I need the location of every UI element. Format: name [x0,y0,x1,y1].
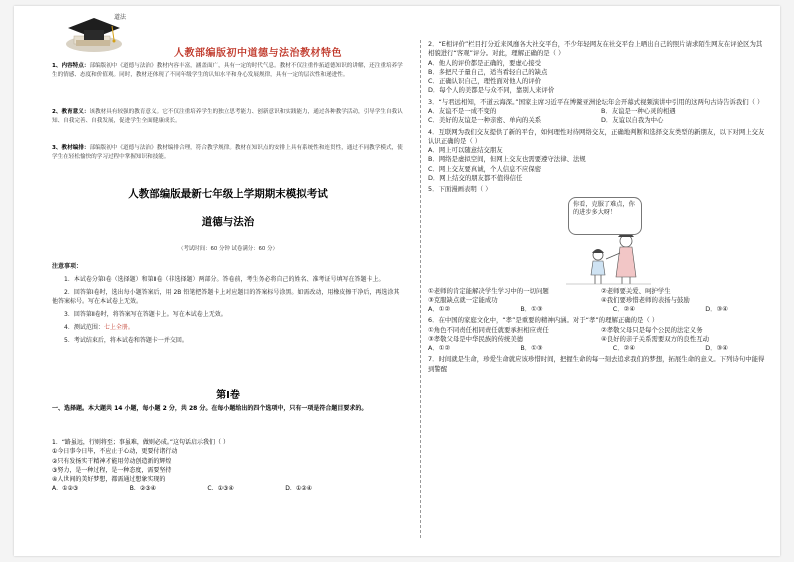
feature-2 [52,108,404,125]
feature-1-text: 部编版初中《道德与法治》教材内容丰富，涵盖面广，具有一定的时代气息。教材不仅注重作拓道德知识的讲解，还注重培养学生的情感、态度和价值观。同时，教材还体现了不同年级学生的认知水平和身心发展规律，具有一定的层次性和递进性。 [52,63,403,78]
q1-item: ③努力，是一种过程，是一种态度，需要坚持 [52,466,172,474]
q2-option: D．每个人的美都是与众不同，靠别人来评价 [428,86,555,95]
q1-choice-c: C．①③④ [207,485,234,493]
question-2 [428,40,768,96]
q6-items [428,326,768,345]
q2-option: A．他人的评价都是正确的，要虚心接受 [428,58,542,67]
right-column [428,40,768,376]
q1-stem: 1．“路虽远，行则将至；事虽难，做则必成。”这句话启示我们（ ） [52,439,229,446]
q3-choice-c: C．美好的友谊是一种亲密、单向的关系 [428,116,542,125]
feature-2-text: 该教材具有较强的教育意义。它不仅注重培养学生的独立思考能力、创新意识和实践能力，通过各种教学活动，引导学生自我认知、自我完善、自我发展，促进学生全面健康成长。 [52,109,403,124]
q1-item: ①今日事今日毕，不应止于心动，更要付诸行动 [52,448,178,456]
q6-item: ④良好的亲子关系需要双方的良性互动 [601,334,709,343]
q1-choices [52,484,312,493]
feature-3-key: 3、教材编排： [52,145,90,151]
q4-option: D．网上结交的朋友都不值得信任 [428,173,523,182]
question-4 [428,128,768,184]
q1-choice-d: D．①②④ [285,485,312,493]
exam-meta: （考试时间：60 分钟 试卷满分：60 分） [178,246,278,252]
feature-3 [52,144,404,161]
note-4 [52,323,404,332]
q1-choice-a: A．①②③ [52,485,79,493]
q6-item: ③孝敬父母是中华民族的传统美德 [428,334,524,343]
feature-1-key: 1、内容特点： [52,63,90,69]
feature-1 [52,62,404,79]
logo-label: 道法 [114,14,127,21]
question-3 [428,98,768,126]
exam-page [14,6,780,556]
column-divider [420,40,421,538]
q1-item: ④人世间的美好梦想，都需通过想象实现的 [52,476,166,484]
q5-items [428,287,768,306]
q3-stem: 3．“与君远相知，不道云海深。”国家主席习近平在博鳌亚洲论坛年会开幕式视频演讲中引用的这两句古诗告诉我们（ ） [428,97,764,106]
q4-option: B．网络是虚拟空间，但网上交友也需要遵守法律、法规 [428,155,586,164]
note-1: 1．本试卷分第Ⅰ卷（选择题）和第Ⅱ卷（非选择题）两部分。答卷前，考生务必将自己的姓名、准考证号填写在答题卡上。 [64,276,385,283]
q5-choice-d: D．③④ [705,305,728,314]
q5-stem: 5．下面漫画表明（ ） [428,185,492,194]
notes [52,262,404,349]
q3-choice-a: A．友谊不是一成不变的 [428,106,497,115]
q4-option: A．网上可以随意结交朋友 [428,146,503,155]
q2-stem: 2．“E相评价”栏目打分近来风靡各大社交平台，不少年轻网友在社交平台上晒出自己的照片请求陌生网友在评论区为其相貌进行“客观”评分。对此，理解正确的是（ ） [428,40,763,58]
q5-item: ③克服缺点就一定能成功 [428,295,498,304]
q5-choice-c: C．②④ [612,305,636,314]
q4-option: C．网上交友要真诚，个人信息不应保密 [428,164,542,173]
q6-choice-c: C．②④ [612,344,636,353]
note-3: 3．回答第Ⅱ卷时，将答案写在答题卡上。写在本试卷上无效。 [64,311,227,318]
q1-choice-b: B．②③④ [129,485,156,493]
q2-option: C．正确认识自己，理性面对他人的评价 [428,77,542,86]
q5-choice-b: B．①③ [520,305,543,314]
test-scope: 七上全册。 [103,324,134,331]
question-5 [428,185,768,314]
notes-title: 注意事项： [52,263,83,270]
feature-2-key: 2、教育意义： [52,109,90,115]
q6-stem: 6．在中国的家庭文化中，“孝”是重要的精神内涵。对于“孝”的理解正确的是（ ） [428,316,659,325]
feature-3-text: 部编版初中《道德与法治》教材编排合理，符合教学规律。教材在知识点的安排上具有系统性和连贯性，通过不同教学模式，使学生在轻松愉快的学习过程中掌握知识和技能。 [52,145,403,160]
q5-choices [428,305,728,314]
q6-choice-b: B．①③ [520,344,543,353]
q3-choices [428,107,768,126]
q2-option: B．多把尺子量自己，适当看轻自己的缺点 [428,67,548,76]
banner-title: 人教部编版初中道德与法治教材特色 [174,48,342,59]
q6-choice-d: D．③④ [705,344,728,353]
speech-bubble: 你看，克服了难点，你的进步多大呀！ [568,197,642,235]
q4-stem: 4．互联网为我们交友提供了新的平台，如何理性对待网络交友，正确地判断和选择交友类型的新朋友，以下对网上交友认识正确的是（ ） [428,127,765,145]
q7-stem: 7．时间就是生命，珍爱生命就应该珍惜时间，把握生命的每一刻去追求我们的梦想，拓展生命的意义。下列诗句中能得到警醒 [428,355,765,373]
question-1 [52,438,404,494]
q5-item: ④我们要珍惜老师的表扬与鼓励 [601,295,690,304]
q5-item: ②老师要关爱、呵护学生 [601,286,671,295]
exam-subject: 道德与法治 [201,216,255,228]
question-6 [428,316,768,353]
q3-choice-d: D．友谊以自我为中心 [601,116,664,125]
q6-item: ①角色不同责任相同责任就要承担相应责任 [428,325,549,334]
q5-item: ①老师的肯定能解决学生学习中的一切问题 [428,286,549,295]
q6-choice-a: A．①② [428,344,451,353]
q6-choices [428,344,728,353]
question-7 [428,355,768,374]
q3-choice-b: B．友谊是一种心灵的相遇 [601,106,676,115]
q1-item: ②只有发扬实干精神才能用劳动创造新的辉煌 [52,457,172,465]
section-heading: 一、选择题。本大题共 14 小题，每小题 2 分，共 28 分。在每小题给出的四个选项中，只有一项是符合题目要求的。 [52,405,368,412]
volume-heading: 第Ⅰ卷 [216,390,240,401]
note-4-text: 4．测试范围： [64,324,104,331]
q5-choice-a: A．①② [428,305,451,314]
note-2: 2．回答第Ⅰ卷时，选出每小题答案后，用 2B 铅笔把答题卡上对应题目的答案标号涂黑。如需改动，用橡皮擦干净后，再选涂其他答案标号。写在本试卷上无效。 [52,289,400,305]
cartoon-illustration [506,197,656,285]
exam-title: 人教部编版最新七年级上学期期末模拟考试 [128,188,328,200]
note-5: 5．考试结束后，将本试卷和答题卡一并交回。 [64,337,188,344]
q6-item: ②孝敬父母只是每个公民的法定义务 [601,325,703,334]
